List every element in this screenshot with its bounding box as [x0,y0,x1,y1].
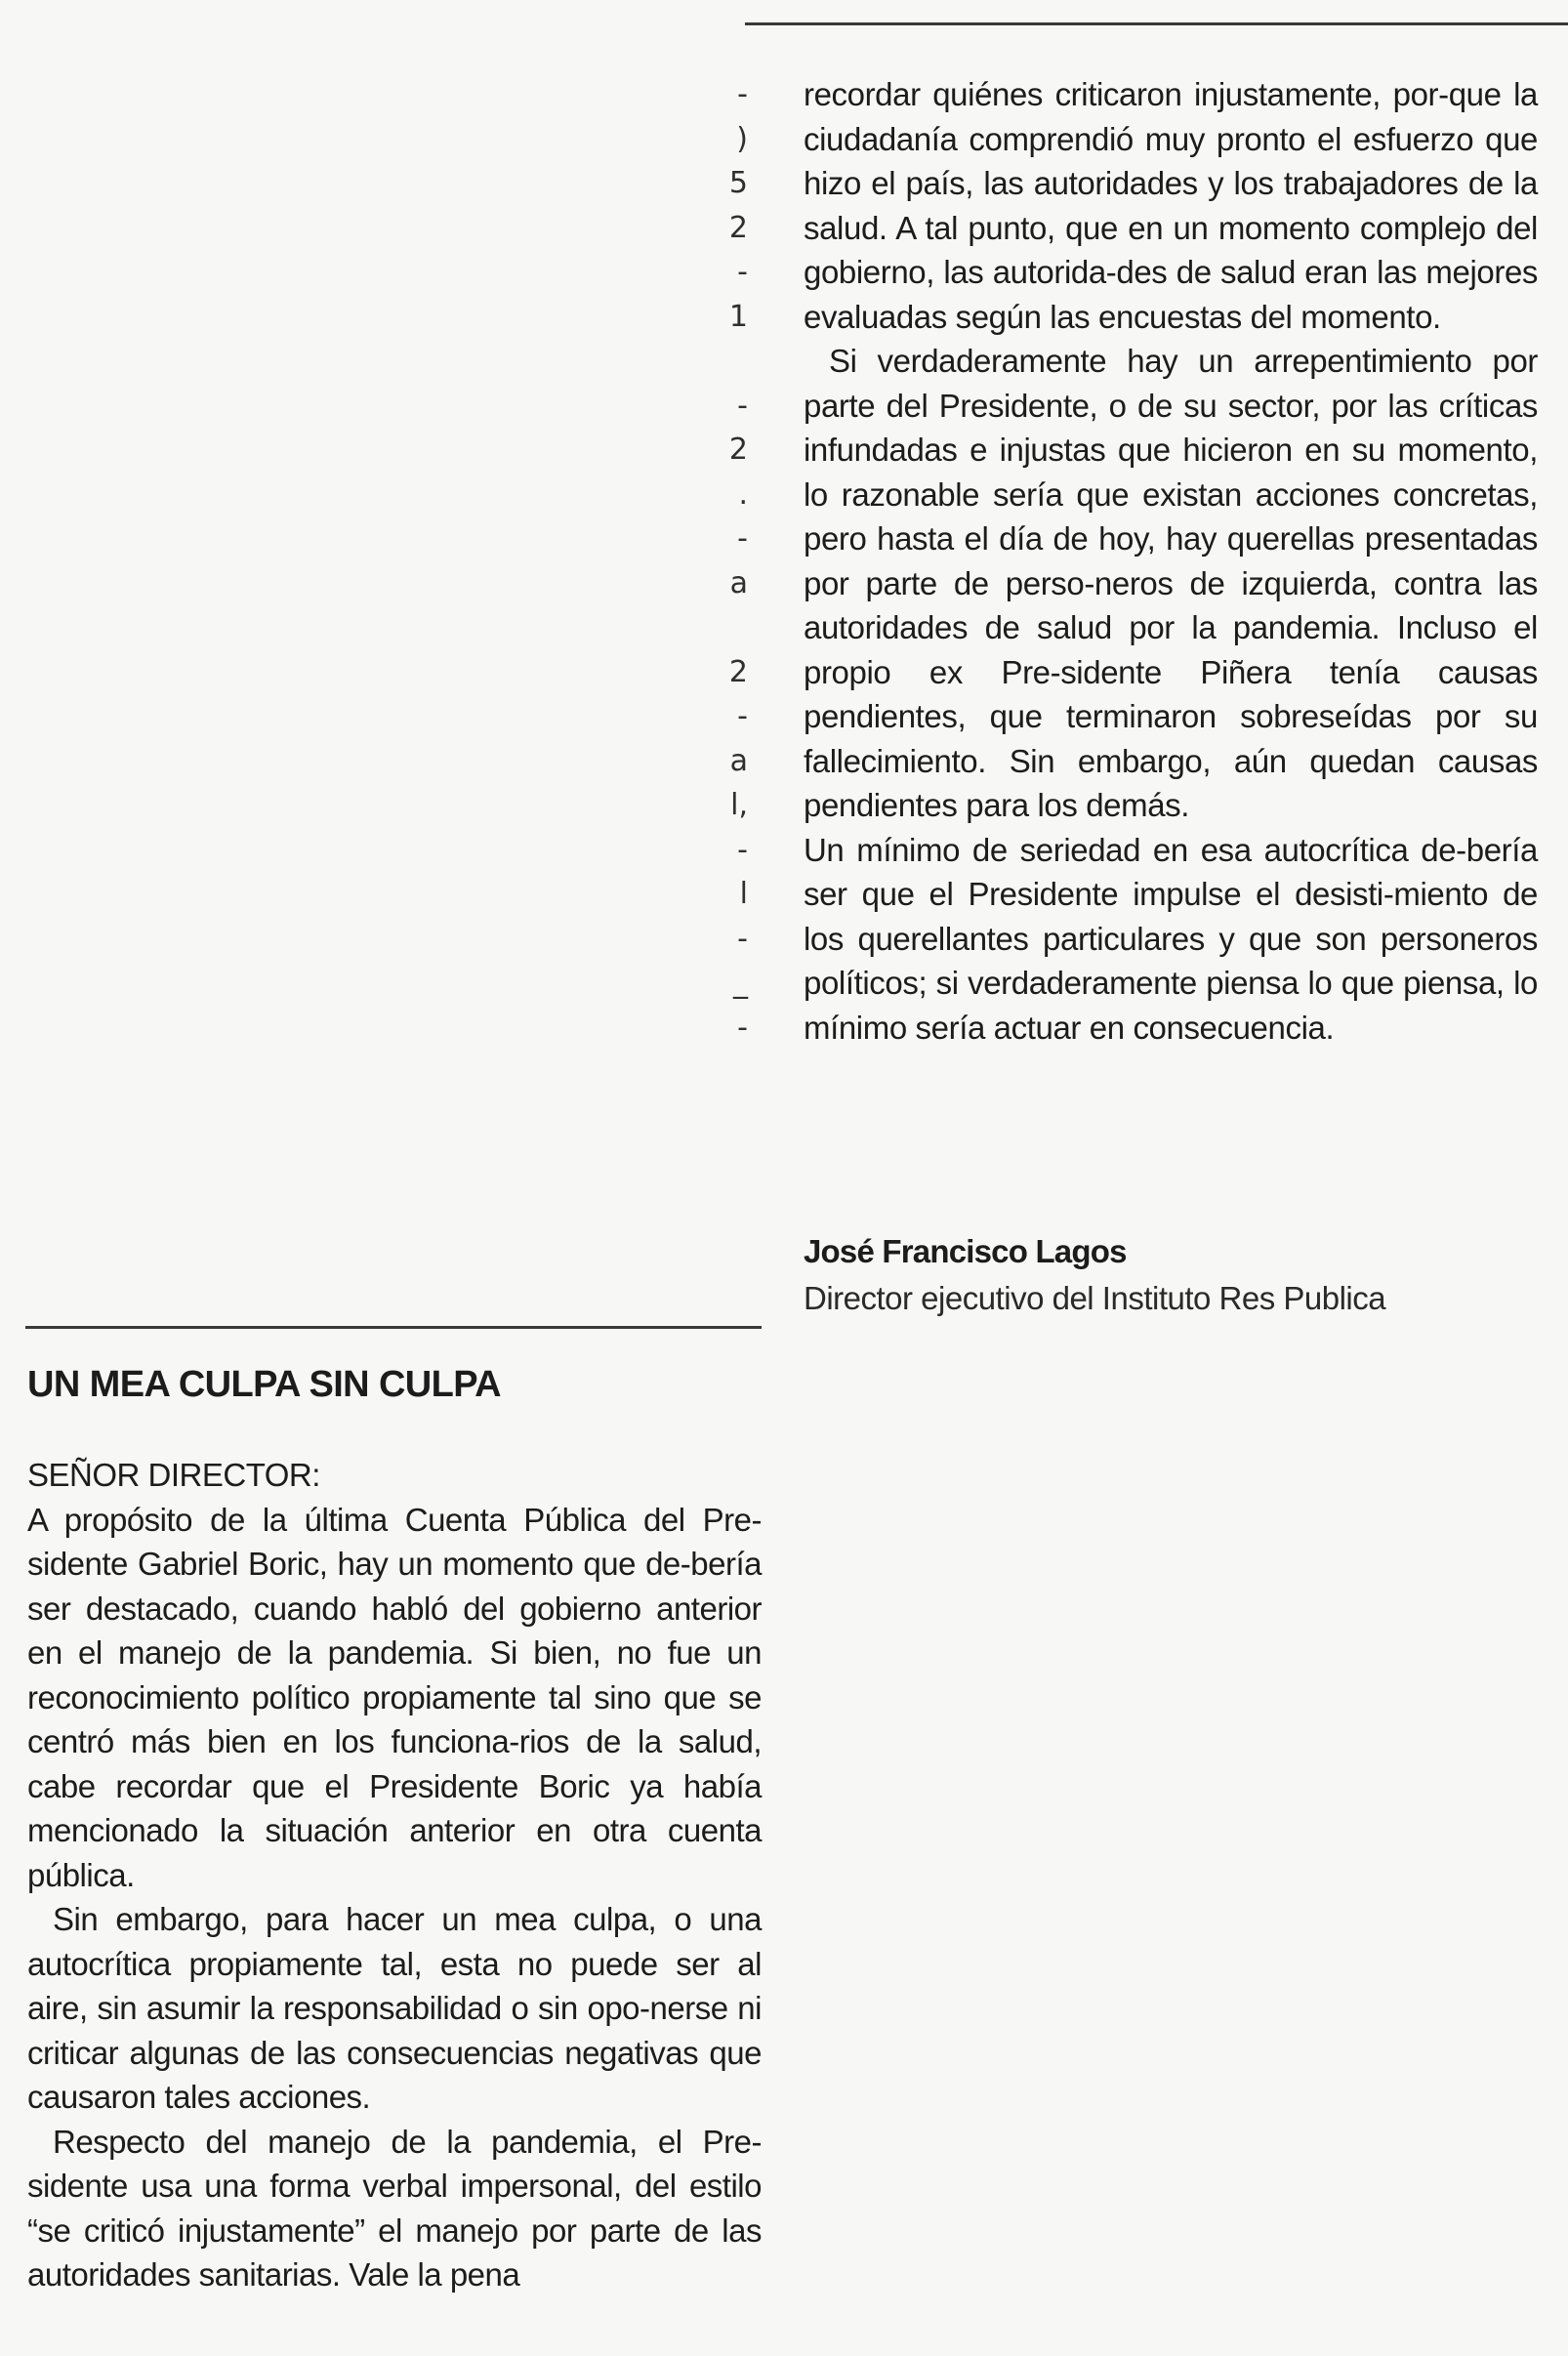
edge-fragment: l [739,877,748,911]
letter-paragraph-2: Sin embargo, para hacer un mea culpa, o una autocrítica propiamente tal, esta no puede ser al aire, sin asumir la responsabilidad o sin opo-nerse ni criticar algunas de las consecuencias negativas que causaron tales acciones. [27,1901,762,2115]
edge-fragment: 2 [728,210,748,245]
edge-fragment: ) [736,121,748,156]
letter-paragraph-3: Respecto del manejo de la pandemia, el Pre-sidente usa una forma verbal impersonal, del estilo “se criticó injustamente” el manejo por parte de las autoridades sanitarias. Vale la pena [27,2123,762,2293]
edge-fragment: a [729,565,748,600]
edge-fragment: . [738,476,748,512]
right-paragraph-3: Un mínimo de seriedad en esa autocrítica de-bería ser que el Presidente impulse el desisti-miento de los querellantes particulares y que son personeros políticos; si verdaderamente piensa lo que piensa, lo mínimo sería actuar en consecuencia. [804,831,1538,1046]
letter-salutation: SEÑOR DIRECTOR: [27,1457,320,1493]
edge-fragment: l, [730,788,748,822]
right-column-text [804,72,1538,1050]
edge-fragment [722,339,748,384]
edge-fragment: - [737,77,748,111]
author-name: José Francisco Lagos [804,1233,1127,1269]
edge-fragment: 5 [728,166,748,200]
edge-fragment [722,605,748,650]
edge-fragment: 1 [728,299,748,334]
edge-fragment: - [737,699,748,733]
letter-paragraph-1: A propósito de la última Cuenta Pública del Pre-sidente Gabriel Boric, hay un momento que de-bería ser destacado, cuando habló del gobierno anterior en el manejo de la pandemia. Si bien, no fue un reconocimiento político propiamente tal sino que se centró más bien en los funciona-rios de la salud, cabe recordar que el Presidente Boric ya había mencionado la situación anterior en otra cuenta pública. [27,1501,762,1893]
edge-fragment: - [737,255,748,289]
edge-fragment: - [737,1010,748,1045]
right-paragraph-2: Si verdaderamente hay un arrepentimiento por parte del Presidente, o de su sector, por las críticas infundadas e injustas que hicieron en su momento, lo razonable sería que existan acciones concretas, pero hasta el día de hoy, hay querellas presentadas por parte de perso-neros de izquierda, contra las autoridades de salud por la pandemia. Incluso el propio ex Pre-sidente Piñera tenía causas pendientes, que terminaron sobreseídas por su fallecimiento. Sin embargo, aún quedan causas pendientes para los demás. [804,343,1538,823]
letter-signature [804,1232,1546,1318]
edge-fragment: 2 [728,654,748,689]
right-paragraph-1: recordar quiénes criticaron injustamente, por-que la ciudadanía comprendió muy pronto el esfuerzo que hizo el país, las autoridades y los trabajadores de la salud. A tal punto, que en un momento complejo del gobierno, las autorida-des de salud eran las mejores evaluadas según las encuestas del momento. [804,76,1538,335]
edge-fragment: - [737,521,748,556]
edge-fragment: _ [733,966,748,1000]
author-role: Director ejecutivo del Instituto Res Publica [804,1280,1386,1316]
edge-fragment: - [737,388,748,423]
top-rule [745,22,1568,25]
section-rule [25,1326,762,1329]
edge-fragment: a [729,743,748,778]
edge-fragment: 2 [728,433,748,467]
letter-column [27,1363,762,2297]
letter-headline: UN MEA CULPA SIN CULPA [27,1364,502,1405]
edge-fragment: - [737,921,748,956]
adjacent-column-edge-fragments [722,72,748,1050]
edge-fragment: - [737,832,748,867]
